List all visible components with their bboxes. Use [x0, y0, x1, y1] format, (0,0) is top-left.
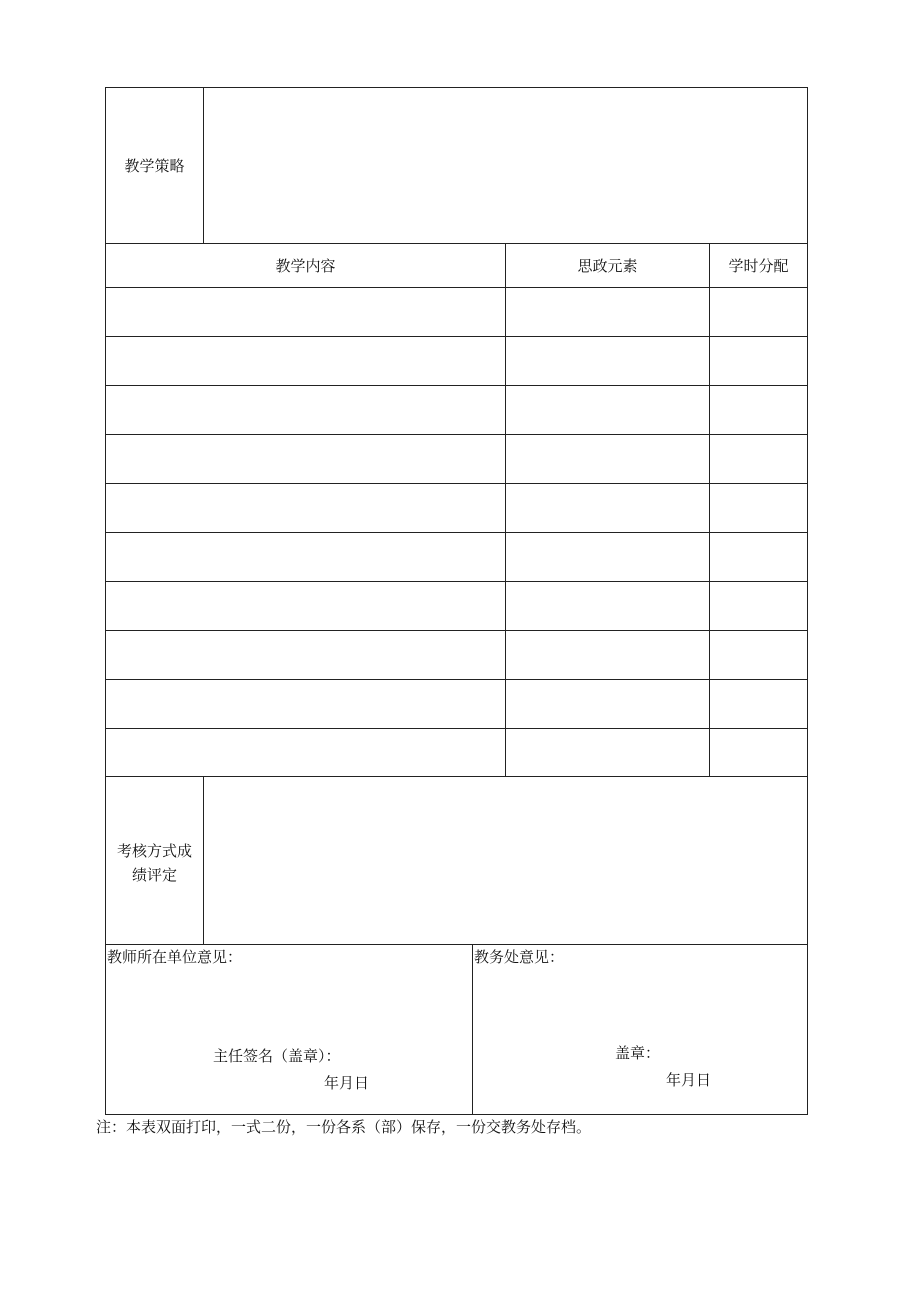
hours-cell[interactable]: [710, 582, 807, 630]
content-cell[interactable]: [106, 484, 505, 532]
hours-cell[interactable]: [710, 680, 807, 728]
ideology-cell[interactable]: [506, 484, 709, 532]
ideology-cell[interactable]: [506, 533, 709, 581]
assessment-label-line2: 绩评定: [131, 866, 177, 884]
ideology-cell[interactable]: [506, 729, 709, 776]
divider-assessment-bottom: [105, 944, 808, 945]
hours-cell[interactable]: [710, 288, 807, 336]
assessment-label-line1: 考核方式成: [116, 842, 192, 860]
ideology-cell[interactable]: [506, 631, 709, 679]
hours-cell[interactable]: [710, 729, 807, 776]
ideology-cell[interactable]: [506, 435, 709, 483]
content-cell[interactable]: [106, 582, 505, 630]
content-cell[interactable]: [106, 631, 505, 679]
office-opinion-label: 教务处意见：: [474, 948, 565, 966]
unit-opinion-label: 教师所在单位意见：: [107, 948, 243, 966]
header-ideology: 思政元素: [577, 257, 638, 275]
ideology-cell[interactable]: [506, 680, 709, 728]
ideology-cell[interactable]: [506, 582, 709, 630]
content-cell[interactable]: [106, 435, 505, 483]
hours-cell[interactable]: [710, 484, 807, 532]
office-date-label: 年月日: [666, 1071, 712, 1089]
strategy-field[interactable]: [204, 88, 807, 243]
divider-strategy-bottom: [105, 243, 808, 244]
content-cell[interactable]: [106, 337, 505, 385]
content-cell[interactable]: [106, 729, 505, 776]
header-content: 教学内容: [275, 257, 336, 275]
content-cell[interactable]: [106, 288, 505, 336]
ideology-cell[interactable]: [506, 337, 709, 385]
strategy-label: 教学策略: [124, 157, 185, 175]
footer-note: 注：本表双面打印，一式二份，一份各系（部）保存，一份交教务处存档。: [96, 1118, 592, 1136]
content-cell[interactable]: [106, 386, 505, 434]
hours-cell[interactable]: [710, 631, 807, 679]
unit-signature-label: 主任签名（盖章）：: [213, 1047, 341, 1065]
content-cell[interactable]: [106, 680, 505, 728]
hours-cell[interactable]: [710, 435, 807, 483]
hours-cell[interactable]: [710, 386, 807, 434]
divider-opinions: [472, 944, 473, 1115]
unit-date-label: 年月日: [324, 1074, 370, 1092]
hours-cell[interactable]: [710, 533, 807, 581]
ideology-cell[interactable]: [506, 288, 709, 336]
header-hours: 学时分配: [728, 257, 789, 275]
hours-cell[interactable]: [710, 337, 807, 385]
office-seal-label: 盖章：: [615, 1044, 661, 1062]
assessment-field[interactable]: [204, 777, 807, 944]
ideology-cell[interactable]: [506, 386, 709, 434]
content-cell[interactable]: [106, 533, 505, 581]
